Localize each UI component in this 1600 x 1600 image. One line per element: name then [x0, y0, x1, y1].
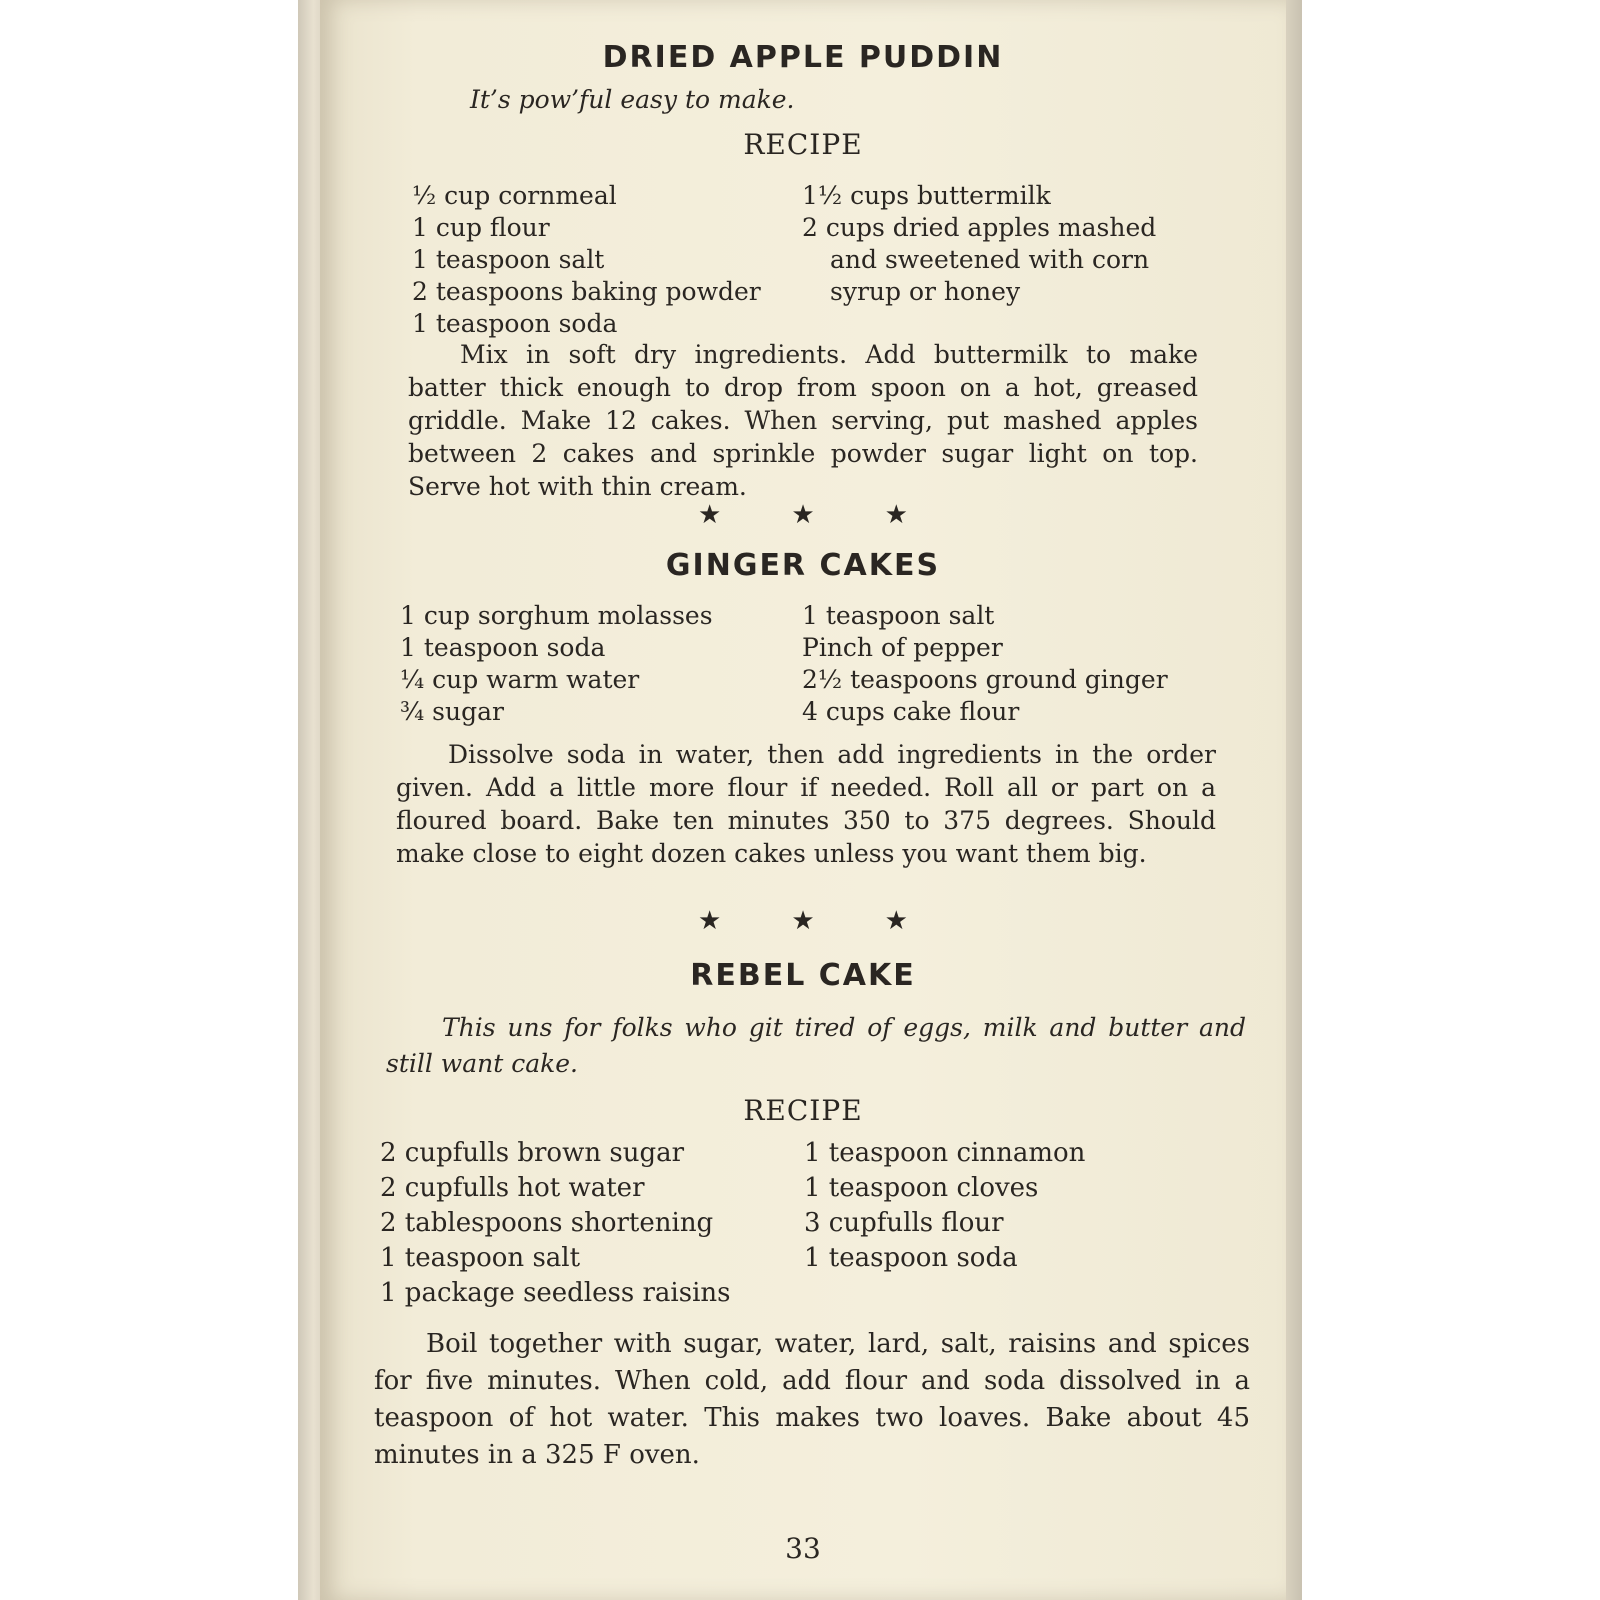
recipe-directions: Mix in soft dry ingredients. Add buttermilk to make batter thick enough to drop from spoon on a hot, greased griddle. Make 12 cakes. When serving, put mashed apples between 2 cakes and sprinkle powder sugar light on top. Serve hot with thin cream. [408, 340, 1198, 501]
page-number: 33 [785, 1532, 821, 1565]
section-separator: ★★★ [698, 906, 978, 936]
ingredient-item: 1 teaspoon soda [400, 633, 606, 662]
ingredients-left-column [380, 1136, 800, 1311]
ingredient-item: 3 cupfulls flour [804, 1208, 1004, 1238]
recipe-directions: Dissolve soda in water, then add ingredients in the order given. Add a little more flour if needed. Roll all or part on a floured board. Bake ten minutes 350 to 375 degrees. Should make close to eight dozen cakes unless you want them big. [396, 740, 1216, 868]
ingredient-item: 2 teaspoons baking powder [412, 277, 761, 306]
recipe-title: GINGER CAKES [665, 548, 941, 583]
ingredients-right-column [802, 180, 1202, 308]
recipe-tagline: This uns for folks who git tired of eggs, milk and butter and still want cake. [386, 1013, 1246, 1078]
ingredient-item: 2 cupfulls hot water [380, 1173, 645, 1203]
section-separator: ★★★ [698, 500, 978, 530]
ingredient-item: 1 teaspoon salt [802, 601, 995, 630]
recipe-title: REBEL CAKE [690, 958, 916, 993]
ingredient-item: ¾ sugar [400, 697, 504, 726]
ingredient-item: 1 package seedless raisins [380, 1278, 731, 1308]
ingredient-item: 1 teaspoon cloves [804, 1173, 1039, 1203]
ingredient-item: 1 teaspoon soda [412, 309, 618, 338]
ingredient-item: 1 teaspoon salt [412, 245, 605, 274]
ingredient-item: Pinch of pepper [802, 633, 1003, 662]
book-page [320, 0, 1286, 1600]
recipe-subheading: RECIPE [743, 128, 863, 161]
ingredients-right-column [804, 1136, 1224, 1276]
ingredient-item: 4 cups cake flour [802, 697, 1020, 726]
ingredient-item: ½ cup cornmeal [412, 181, 617, 210]
ingredient-item: 2 cups dried apples mashed [802, 213, 1157, 242]
ingredient-item: 2½ teaspoons ground ginger [802, 665, 1168, 694]
ingredient-item: 1 teaspoon soda [804, 1243, 1018, 1273]
ingredient-item: syrup or honey [830, 277, 1021, 306]
ingredient-item: 1½ cups buttermilk [802, 181, 1051, 210]
right-page-edge [1286, 0, 1302, 1600]
ingredients-right-column [802, 600, 1222, 728]
recipe-subheading: RECIPE [743, 1094, 863, 1127]
recipe-tagline: It’s pow’ful easy to make. [470, 85, 795, 114]
ingredient-item: 1 teaspoon salt [380, 1243, 581, 1273]
recipe-directions: Boil together with sugar, water, lard, salt, raisins and spices for five minutes. When cold, add flour and soda dissolved in a teaspoon of hot water. This makes two loaves. Bake about 45 minutes in a 325 F oven. [374, 1329, 1250, 1470]
recipe-title: DRIED APPLE PUDDIN [602, 40, 1004, 75]
ingredient-item: 2 cupfulls brown sugar [380, 1138, 685, 1168]
ingredient-item: 1 teaspoon cinnamon [804, 1138, 1086, 1168]
ingredients-left-column [412, 180, 802, 340]
ingredient-item: 2 tablespoons shortening [380, 1208, 714, 1238]
ingredient-item: 1 cup flour [412, 213, 550, 242]
ingredients-left-column [400, 600, 800, 728]
ingredient-item: and sweetened with corn [830, 245, 1150, 274]
ingredient-item: ¼ cup warm water [400, 665, 640, 694]
ingredient-item: 1 cup sorghum molasses [400, 601, 713, 630]
